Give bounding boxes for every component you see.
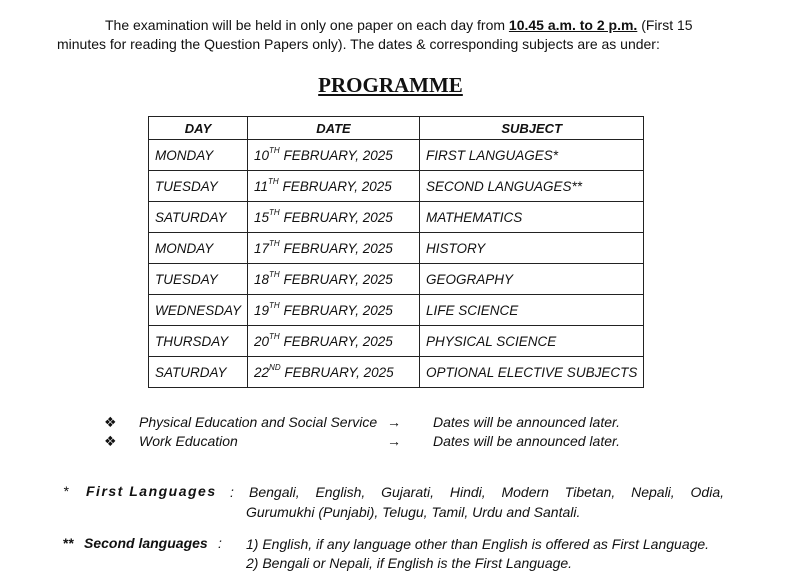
date-suffix: TH <box>269 238 280 248</box>
header-day: DAY <box>149 117 248 140</box>
date-number: 15 <box>254 209 270 225</box>
table-row <box>149 357 644 388</box>
right-arrow-icon: → <box>387 414 401 430</box>
cell-subject: SECOND LANGUAGES** <box>420 171 644 202</box>
first-languages-list-line1: Bengali, English, Gujarati, Hindi, Modern Tibetan, Nepali, Odia, <box>249 484 724 500</box>
header-subject: SUBJECT <box>420 117 644 140</box>
header-date: DATE <box>248 117 420 140</box>
note-physical-education <box>0 414 786 432</box>
intro-text-before: The examination will be held in only one paper on each day from <box>105 17 509 33</box>
date-month-year: FEBRUARY, 2025 <box>279 333 393 349</box>
first-languages-list-line2: Gurumukhi (Punjabi), Telugu, Tamil, Urdu and Santali. <box>246 504 581 520</box>
date-suffix: TH <box>269 331 280 341</box>
table-header-row <box>149 117 644 140</box>
intro-text-after: (First 15 minutes for reading the Question Papers only). The dates & corresponding subjects are as under: <box>57 17 693 52</box>
date-number: 17 <box>254 240 270 256</box>
cell-date <box>248 264 420 295</box>
table-row <box>149 295 644 326</box>
cell-date <box>248 171 420 202</box>
second-languages-mark: ** <box>63 535 74 551</box>
diamond-bullet-icon: ❖ <box>104 414 117 430</box>
cell-subject: LIFE SCIENCE <box>420 295 644 326</box>
date-suffix: TH <box>269 300 280 310</box>
cell-date <box>248 140 420 171</box>
cell-day: MONDAY <box>149 233 248 264</box>
cell-day: SATURDAY <box>149 357 248 388</box>
cell-subject: MATHEMATICS <box>420 202 644 233</box>
table-row <box>149 326 644 357</box>
cell-day: TUESDAY <box>149 264 248 295</box>
date-number: 19 <box>254 302 270 318</box>
date-suffix: TH <box>269 145 280 155</box>
cell-day: WEDNESDAY <box>149 295 248 326</box>
right-arrow-icon: → <box>387 433 401 449</box>
first-languages-title: First Languages <box>86 483 217 499</box>
date-number: 20 <box>254 333 270 349</box>
table-row <box>149 264 644 295</box>
intro-paragraph <box>57 16 725 54</box>
first-languages-mark: * <box>63 483 69 499</box>
date-month-year: FEBRUARY, 2025 <box>278 178 392 194</box>
cell-day: TUESDAY <box>149 171 248 202</box>
date-number: 22 <box>254 364 270 380</box>
cell-day: THURSDAY <box>149 326 248 357</box>
date-suffix: TH <box>269 207 280 217</box>
cell-date <box>248 326 420 357</box>
date-suffix: ND <box>269 362 281 372</box>
diamond-bullet-icon: ❖ <box>104 433 117 449</box>
note-work-education <box>0 433 786 451</box>
first-languages-colon: : <box>230 484 234 500</box>
second-languages-colon: : <box>218 535 222 551</box>
cell-date <box>248 233 420 264</box>
cell-subject: OPTIONAL ELECTIVE SUBJECTS <box>420 357 644 388</box>
programme-table <box>148 116 644 388</box>
cell-date <box>248 295 420 326</box>
table-row <box>149 233 644 264</box>
cell-date <box>248 202 420 233</box>
second-languages-rule1: 1) English, if any language other than English is offered as First Language. <box>246 536 710 552</box>
table-row <box>149 140 644 171</box>
date-month-year: FEBRUARY, 2025 <box>279 271 393 287</box>
date-month-year: FEBRUARY, 2025 <box>279 209 393 225</box>
date-suffix: TH <box>269 269 280 279</box>
cell-day: MONDAY <box>149 140 248 171</box>
programme-heading: PROGRAMME <box>318 73 463 97</box>
exam-time: 10.45 a.m. to 2 p.m. <box>508 17 638 33</box>
cell-date <box>248 357 420 388</box>
date-month-year: FEBRUARY, 2025 <box>279 302 393 318</box>
note-label: Work Education <box>139 433 238 449</box>
note-value: Dates will be announced later. <box>433 433 621 449</box>
date-month-year: FEBRUARY, 2025 <box>279 147 393 163</box>
note-value: Dates will be announced later. <box>433 414 621 430</box>
date-number: 11 <box>254 178 269 194</box>
table-row <box>149 202 644 233</box>
date-number: 10 <box>254 147 270 163</box>
cell-subject: PHYSICAL SCIENCE <box>420 326 644 357</box>
cell-day: SATURDAY <box>149 202 248 233</box>
second-languages-rule2: 2) Bengali or Nepali, if English is the First Language. <box>246 555 573 571</box>
cell-subject: FIRST LANGUAGES* <box>420 140 644 171</box>
cell-subject: HISTORY <box>420 233 644 264</box>
table-row <box>149 171 644 202</box>
date-number: 18 <box>254 271 270 287</box>
cell-subject: GEOGRAPHY <box>420 264 644 295</box>
note-label: Physical Education and Social Service <box>139 414 378 430</box>
date-month-year: FEBRUARY, 2025 <box>280 364 394 380</box>
second-languages-title: Second languages <box>84 535 208 551</box>
date-month-year: FEBRUARY, 2025 <box>279 240 393 256</box>
date-suffix: TH <box>268 176 279 186</box>
